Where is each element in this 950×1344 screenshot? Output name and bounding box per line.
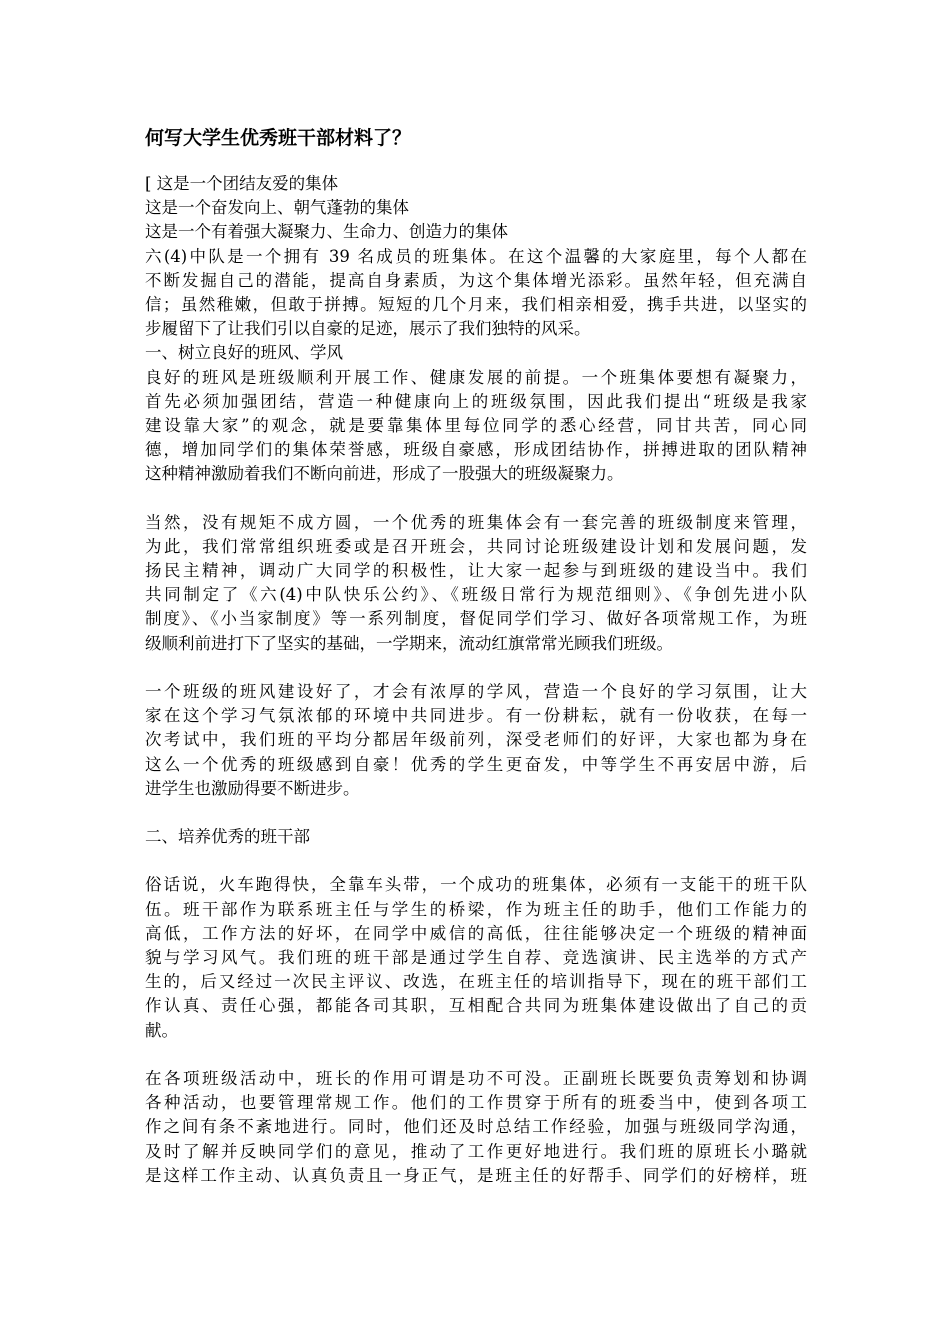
text-line: 当然，没有规矩不成方圆，一个优秀的班集体会有一套完善的班级制度来管理，	[145, 512, 807, 532]
text-line: 作之间有条不紊地进行。同时，他们还及时总结工作经验，加强与班级同学沟通，	[145, 1117, 807, 1137]
text-line: 各种活动，也要管理常规工作。他们的工作贯穿于所有的班委当中，使到各项工	[145, 1093, 807, 1113]
text-line: 这是一个有着强大凝聚力、生命力、创造力的集体	[145, 222, 508, 242]
text-line: 德，增加同学们的集体荣誉感，班级自豪感，形成团结协作，拼搏进取的团队精神	[145, 440, 807, 460]
blank-line	[145, 801, 807, 825]
text-line: 这种精神激励着我们不断向前进，形成了一股强大的班级凝聚力。	[145, 464, 624, 484]
text-line: 扬民主精神，调动广大同学的积极性，让大家一起参与到班级的建设当中。我们	[145, 561, 807, 580]
text-line: 生的，后又经过一次民主评议、改选，在班主任的培训指导下，现在的班干部们工	[145, 972, 807, 992]
text-line: 二、培养优秀的班干部	[145, 827, 310, 847]
blank-line	[145, 486, 807, 510]
blank-line	[145, 656, 807, 680]
blank-line	[145, 849, 807, 873]
text-line: [ 这是一个团结友爱的集体	[145, 174, 339, 193]
text-line: 信；虽然稚嫩，但敢于拼搏。短短的几个月来，我们相亲相爱，携手共进，以坚实的	[145, 294, 807, 314]
text-line: 首先必须加强团结，营造一种健康向上的班级氛围，因此我们提出“班级是我家	[145, 391, 807, 411]
text-line: 六(4)中队是一个拥有 39 名成员的班集体。在这个温馨的大家庭里，每个人都在	[145, 246, 807, 266]
text-line: 步履留下了让我们引以自豪的足迹，展示了我们独特的风采。	[145, 319, 591, 339]
text-line: 次考试中，我们班的平均分都居年级前列，深受老师们的好评，大家也都为身在	[145, 730, 807, 750]
text-line: 不断发掘自己的潜能，提高自身素质，为这个集体增光添彩。虽然年轻，但充满自	[145, 270, 807, 290]
text-line: 共同制定了《六(4)中队快乐公约》、《班级日常行为规范细则》、《争创先进小队	[145, 585, 807, 605]
text-line: 一、树立良好的班风、学风	[145, 343, 343, 363]
text-line: 级顺利前进打下了坚实的基础，一学期来，流动红旗常常光顾我们班级。	[145, 633, 673, 653]
blank-line	[145, 1043, 807, 1067]
text-line: 高低，工作方法的好坏，在同学中威信的高低，往往能够决定一个班级的精神面	[145, 923, 807, 943]
text-line: 貌与学习风气。我们班的班干部是通过学生自荐、竞选演讲、民主选举的方式产	[145, 948, 807, 967]
text-line: 伍。班干部作为联系班主任与学生的桥梁，作为班主任的助手，他们工作能力的	[145, 899, 807, 919]
text-line: 在各项班级活动中，班长的作用可谓是功不可没。正副班长既要负责筹划和协调	[145, 1068, 807, 1088]
text-line: 献。	[145, 1020, 178, 1040]
text-line: 作认真、责任心强，都能各司其职，互相配合共同为班集体建设做出了自己的贡	[145, 996, 807, 1016]
text-line: 家在这个学习气氛浓郁的环境中共同进步。有一份耕耘，就有一份收获，在每一	[145, 706, 807, 726]
text-line: 这么一个优秀的班级感到自豪！优秀的学生更奋发，中等学生不再安居中游，后	[145, 754, 807, 774]
document-title: 何写大学生优秀班干部材料了？	[145, 127, 412, 149]
text-line: 为此，我们常常组织班委或是召开班会，共同讨论班级建设计划和发展问题，发	[145, 536, 807, 556]
text-line: 良好的班风是班级顺利开展工作、健康发展的前提。一个班集体要想有凝聚力，	[145, 367, 807, 387]
text-line: 进学生也激励得要不断进步。	[145, 778, 360, 798]
text-line: 这是一个奋发向上、朝气蓬勃的集体	[145, 198, 409, 218]
text-line: 俗话说，火车跑得快，全靠车头带，一个成功的班集体，必须有一支能干的班干队	[145, 875, 807, 895]
document-body	[145, 172, 807, 1188]
text-line: 建设靠大家”的观念，就是要靠集体里每位同学的悉心经营，同甘共苦，同心同	[145, 415, 807, 435]
text-line: 是这样工作主动、认真负责且一身正气，是班主任的好帮手、同学们的好榜样，班	[145, 1165, 807, 1185]
text-line: 一个班级的班风建设好了，才会有浓厚的学风，营造一个良好的学习氛围，让大	[145, 681, 807, 701]
text-line: 制度》、《小当家制度》等一系列制度，督促同学们学习、做好各项常规工作，为班	[145, 609, 807, 629]
text-line: 及时了解并反映同学们的意见，推动了工作更好地进行。我们班的原班长小璐就	[145, 1141, 807, 1161]
